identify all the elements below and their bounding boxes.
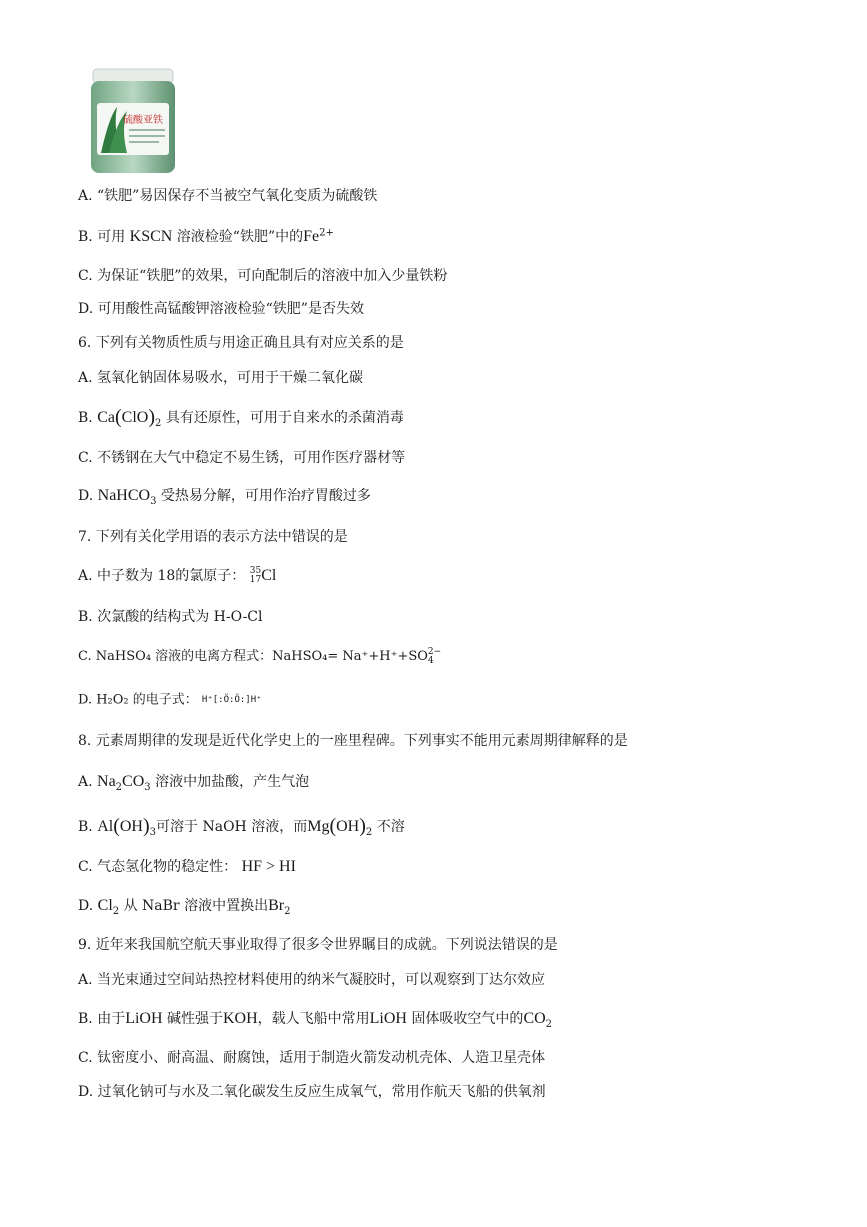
q6-option-d bbox=[78, 486, 371, 506]
q8-option-d-mid: 从 NaBr 溶液中置换出 bbox=[123, 898, 269, 914]
q8-option-b-end: 不溶 bbox=[376, 819, 405, 835]
clo-subscript: 2 bbox=[155, 417, 162, 429]
q7-option-d-text: D. H₂O₂ 的电子式： bbox=[78, 692, 198, 708]
chlorine-isotope-numbers bbox=[250, 567, 261, 585]
q9-option-c: C. 钛密度小、耐高温、耐腐蚀，适用于制造火箭发动机壳体、人造卫星壳体 bbox=[78, 1050, 546, 1066]
mg-oh-group: OH bbox=[336, 818, 360, 835]
q9-option-b-pre: B. 由于 bbox=[78, 1011, 126, 1027]
al-symbol: Al bbox=[97, 818, 114, 835]
na-subscript: 2 bbox=[115, 781, 123, 793]
clo-group: ClO bbox=[121, 409, 149, 426]
q7-option-a-text: A. 中子数为 18的氯原子： bbox=[78, 568, 246, 584]
hf-hi-comparison: HF > HI bbox=[241, 858, 296, 875]
q5-option-d: D. 可用酸性高锰酸钾溶液检验“铁肥”是否失效 bbox=[78, 301, 364, 317]
co3-subscript: 3 bbox=[144, 781, 151, 793]
q9-option-a: A. 当光束通过空间站热控材料使用的纳米气凝胶时，可以观察到丁达尔效应 bbox=[78, 972, 546, 988]
kscn-formula: KSCN bbox=[129, 228, 173, 245]
q8-option-a-text: 溶液中加盐酸，产生气泡 bbox=[155, 774, 310, 790]
q6-option-b-text: 具有还原性，可用于自来水的杀菌消毒 bbox=[165, 410, 404, 426]
q5-option-b-pre: B. 可用 bbox=[78, 229, 126, 245]
na-symbol: Na bbox=[97, 773, 116, 790]
q6-option-b: B. $Ca(ClO)_2$ 具有还原性，可用于自来水的杀菌消毒 bbox=[78, 406, 404, 429]
nahco3-subscript: 3 bbox=[150, 495, 157, 507]
q6-option-c: C. 不锈钢在大气中稳定不易生锈，可用作医疗器材等 bbox=[78, 450, 406, 466]
co-group: CO bbox=[122, 773, 145, 790]
sulfate-subscript: 4 bbox=[427, 655, 434, 666]
mg-symbol: Mg bbox=[307, 818, 330, 835]
electron-formula-h2: H⁺ bbox=[250, 695, 262, 705]
co2-symbol: CO bbox=[523, 1010, 546, 1027]
koh-formula: KOH bbox=[222, 1010, 258, 1027]
br2-symbol: Br bbox=[268, 897, 285, 914]
chlorine-symbol: Cl bbox=[261, 567, 277, 584]
q8-option-c-text: C. 气态氢化物的稳定性： bbox=[78, 859, 238, 875]
q8-option-d-label: D. bbox=[78, 898, 94, 914]
sulfate-charge: 2− bbox=[427, 646, 442, 657]
atomic-number: 17 bbox=[249, 575, 262, 585]
q5-option-b bbox=[78, 227, 334, 247]
q8-option-c bbox=[78, 857, 296, 877]
q9-option-b-mid3: 固体吸收空气中的 bbox=[411, 1011, 524, 1027]
q8-option-a-label: A. bbox=[78, 774, 93, 790]
q7-option-c bbox=[78, 647, 441, 667]
q7-stem: 7. 下列有关化学用语的表示方法中错误的是 bbox=[78, 529, 348, 545]
q9-stem: 9. 近年来我国航空航天事业取得了很多令世界瞩目的成就。下列说法错误的是 bbox=[78, 937, 558, 953]
q9-option-d: D. 过氧化钠可与水及二氧化碳发生反应生成氧气，常用作航天飞船的供氧剂 bbox=[78, 1084, 546, 1100]
q7-option-c-text: C. NaHSO₄ 溶液的电离方程式：NaHSO₄= Na⁺+H⁺+SO bbox=[78, 649, 428, 664]
ca-symbol: Ca bbox=[97, 409, 115, 426]
q8-option-d bbox=[78, 896, 290, 916]
br2-subscript: 2 bbox=[284, 905, 291, 917]
q8-stem: 8. 元素周期律的发现是近代化学史上的一座里程碑。下列事实不能用元素周期律解释的是 bbox=[78, 733, 628, 749]
q9-option-b-mid2: ，载人飞船中常用 bbox=[257, 1011, 370, 1027]
q8-option-b: B. $Al(OH)_3$可溶于 NaOH 溶液，而$Mg(OH)_2$ 不溶 bbox=[78, 815, 405, 838]
cl2-subscript: 2 bbox=[112, 905, 120, 917]
q7-option-a bbox=[78, 566, 276, 586]
nahco3-formula: NaHCO bbox=[97, 487, 151, 504]
mass-number: 35 bbox=[249, 566, 262, 576]
q5-option-a: A. “铁肥”易因保存不当被空气氧化变质为硫酸铁 bbox=[78, 188, 378, 204]
q5-option-b-mid: 溶液检验“铁肥”中的 bbox=[176, 229, 304, 245]
q7-option-d bbox=[78, 690, 262, 711]
q5-option-c: C. 为保证“铁肥”的效果，可向配制后的溶液中加入少量铁粉 bbox=[78, 268, 448, 284]
q6-option-b-label: B. bbox=[78, 410, 93, 426]
fe-ion-formula: Fe bbox=[303, 228, 320, 245]
jar-label-text: 硫酸亚铁 bbox=[123, 115, 163, 126]
co2-subscript: 2 bbox=[545, 1018, 553, 1030]
q6-option-d-label: D. bbox=[78, 488, 94, 504]
cl2-symbol: Cl bbox=[97, 897, 113, 914]
q8-option-b-label: B. bbox=[78, 819, 93, 835]
ferrous-sulfate-jar-image bbox=[87, 67, 179, 175]
q6-option-a: A. 氢氧化钠固体易吸水，可用于干燥二氧化碳 bbox=[78, 370, 364, 386]
q8-option-a bbox=[78, 772, 309, 792]
q9-option-b-mid1: 碱性强于 bbox=[166, 1011, 223, 1027]
al-oh-group: OH bbox=[119, 818, 143, 835]
q6-option-d-text: 受热易分解，可用作治疗胃酸过多 bbox=[160, 488, 371, 504]
q8-option-b-mid: 可溶于 NaOH 溶液，而 bbox=[156, 819, 308, 835]
lioh-formula-1: LiOH bbox=[125, 1010, 163, 1027]
q7-option-b: B. 次氯酸的结构式为 H-O-Cl bbox=[78, 609, 263, 625]
lioh-formula-2: LiOH bbox=[369, 1010, 407, 1027]
q9-option-b bbox=[78, 1009, 552, 1029]
electron-formula-core: [:Ö:Ö:] bbox=[212, 695, 251, 705]
sulfate-ion-scripts bbox=[428, 648, 441, 666]
mg-oh-subscript: 2 bbox=[365, 826, 373, 838]
fe-ion-charge: 2+ bbox=[319, 227, 334, 239]
q6-stem: 6. 下列有关物质性质与用途正确且具有对应关系的是 bbox=[78, 335, 404, 351]
electron-formula-h1: H⁺ bbox=[201, 695, 213, 705]
al-oh-subscript: 3 bbox=[149, 826, 157, 838]
